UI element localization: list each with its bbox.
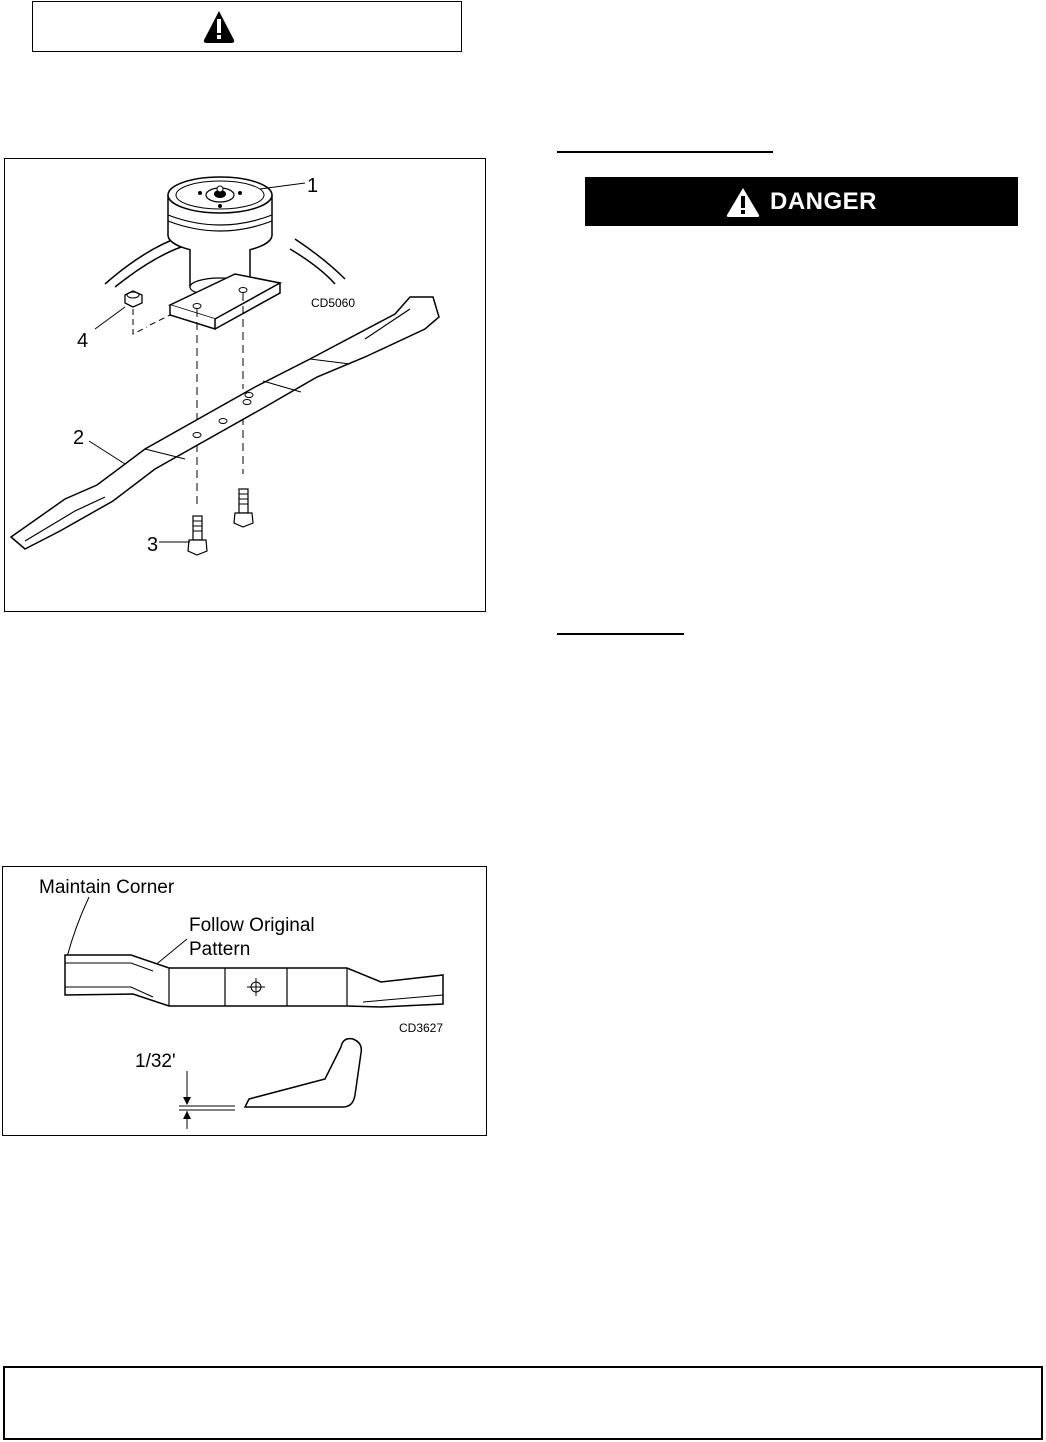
danger-label: DANGER: [769, 187, 877, 215]
pulley: [168, 177, 272, 253]
figure-code-2: CD3627: [399, 1021, 444, 1035]
blade-top-view: [65, 955, 443, 1007]
callout-1: 1: [307, 175, 319, 197]
label-follow-pattern-2: Pattern: [189, 939, 251, 960]
figure-code: CD5060: [311, 296, 356, 310]
mower-blade: [11, 297, 439, 549]
warning-triangle-icon: [726, 187, 760, 217]
footer-box: [3, 1366, 1043, 1440]
callout-3: 3: [147, 534, 159, 556]
bolt-left: [188, 516, 207, 555]
bolt-right: [234, 489, 253, 527]
danger-banner: [585, 177, 1018, 226]
section-heading-underline: [557, 151, 773, 153]
callout-2: 2: [73, 427, 85, 449]
warning-triangle-icon: [204, 11, 234, 43]
section-heading-underline-2: [557, 633, 684, 635]
blade-cross-section: [245, 1039, 361, 1107]
nut: [125, 291, 142, 307]
figure-blade-assembly: [4, 158, 486, 612]
dimension-label: 1/32': [135, 1051, 176, 1072]
warning-box: [32, 1, 462, 52]
label-follow-pattern-1: Follow Original: [189, 915, 315, 936]
label-maintain-corner: Maintain Corner: [39, 877, 175, 898]
callout-4: 4: [77, 330, 89, 352]
figure-blade-sharpening: [2, 866, 487, 1136]
